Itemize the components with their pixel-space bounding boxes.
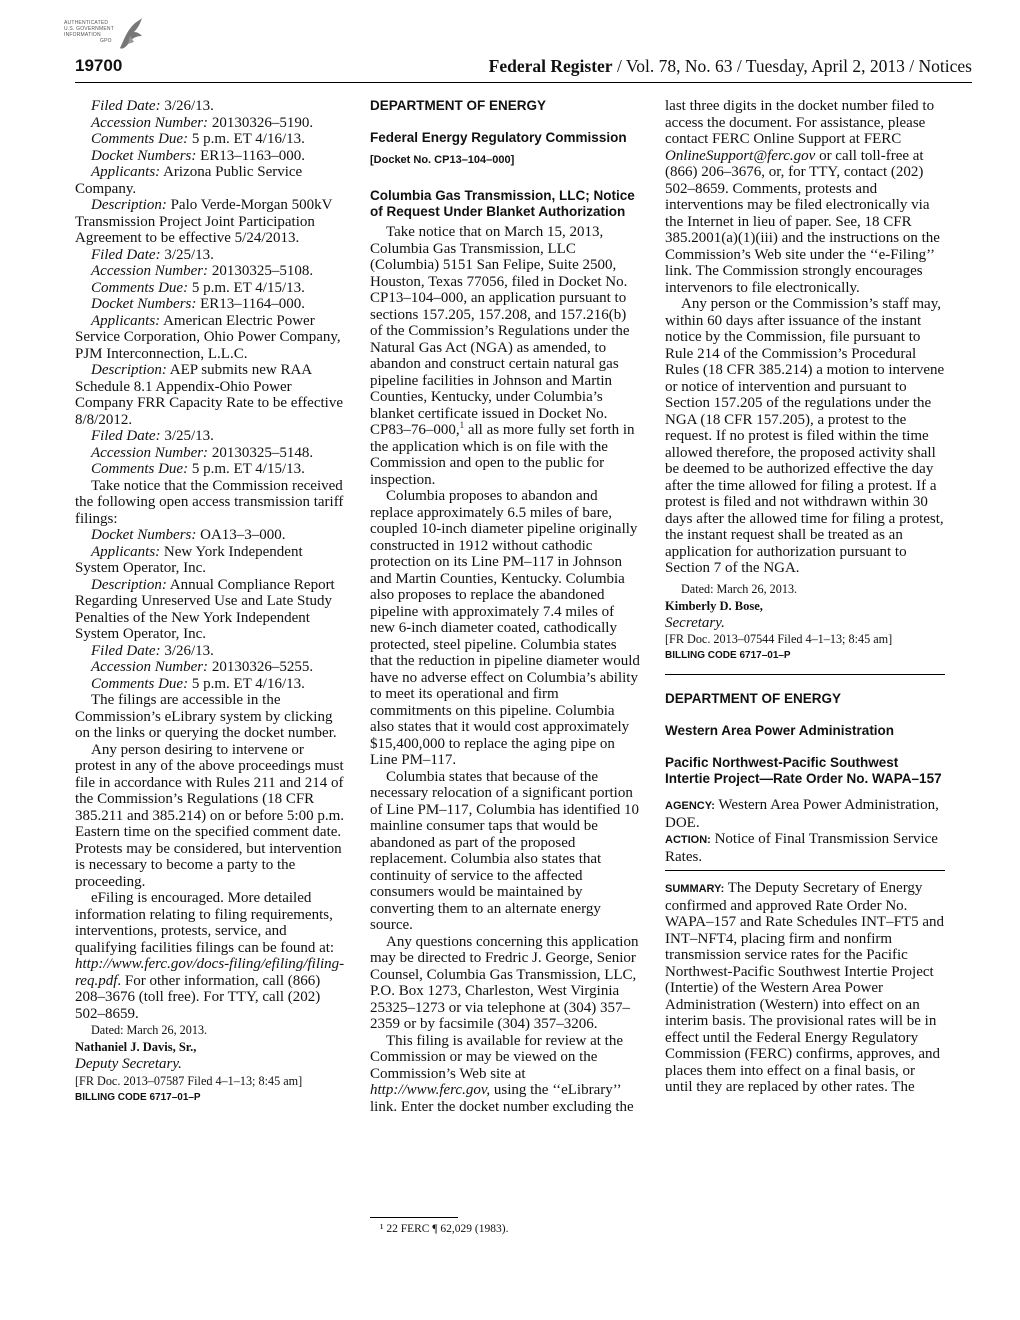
signer-title: Secretary. xyxy=(665,614,725,631)
paragraph: Take notice that on March 15, 2013, Columbia Gas Transmission, LLC (Columbia) 5151 San Felipe, Suite 2500, Houston, Texas 77056, filed in Docket No. CP13–104–000, an application pursuant to sections 157.205, 157.208, and 157.216(b) of the Commission’s Regulations under the Natural Gas Act (NGA) as amended, to abandon and construct certain natural gas pipeline facilities in Johnson and Martin Counties, Kentucky, under Columbia’s blanket certificate issued in Docket No. CP83–76–000,$^1$ all as more fully set forth in the application which is on file with the Commission and open to the public for inspection. xyxy=(370,224,635,488)
entry-line: Description: AEP submits new RAA Schedule 8.1 Appendix-Ohio Power Company FRR Capacity Rate to be effective 8/8/2012. xyxy=(75,362,343,428)
dated-line: Dated: March 26, 2013. xyxy=(681,581,798,596)
billing-code: BILLING CODE 6717–01–P xyxy=(665,650,791,661)
column-1 xyxy=(75,98,347,1106)
header-rule xyxy=(75,82,972,83)
entry-line: Filed Date: 3/25/13. xyxy=(91,428,214,444)
entry-line: Description: Palo Verde-Morgan 500kV Transmission Project Joint Participation Agreement to be effective 5/24/2013. xyxy=(75,197,333,246)
entry-line: Docket Numbers: OA13–3–000. xyxy=(91,527,286,543)
entry-line: Filed Date: 3/26/13. xyxy=(91,98,214,114)
entry-line: Accession Number: 20130326–5255. xyxy=(91,659,314,675)
ferc-link[interactable]: http://www.ferc.gov, xyxy=(370,1082,491,1098)
entry-line: Comments Due: 5 p.m. ET 4/16/13. xyxy=(91,131,305,147)
summary-paragraph: SUMMARY: The Deputy Secretary of Energy confirmed and approved Rate Order No. WAPA–157 and Rate Schedules INT–FT5 and INT–NFT4, placing firm and nonfirm transmission service rates for the Pacific Northwest-Pacific Southwest Intertie Project (Intertie) of the Western Area Power Administration (Western) into effect on an interim basis. The provisional rates will be in effect until the Federal Energy Regulatory Commission (FERC) confirms, approves, and places them into effect on a final basis, or until they are replaced by other rates. The xyxy=(665,880,944,1095)
footnote-ref: 1 xyxy=(459,420,465,430)
agency-heading: Federal Energy Regulatory Commission xyxy=(370,130,627,145)
header-title: Federal Register / Vol. 78, No. 63 / Tuesday, April 2, 2013 / Notices xyxy=(488,56,972,76)
entry-line: Applicants: New York Independent System Operator, Inc. xyxy=(75,543,303,576)
support-email-link[interactable]: OnlineSupport@ferc.gov xyxy=(665,147,816,164)
signer-title: Deputy Secretary. xyxy=(75,1056,182,1072)
journal-name: Federal Register xyxy=(488,56,613,76)
paragraph: Any questions concerning this application may be directed to Fredric J. George, Senior Counsel, Columbia Gas Transmission, LLC, P.O. Box 1273, Charleston, West Virginia 25325–1273 or via telephone at (304) 357–2359 or by facsimile (304) 357–3206. xyxy=(370,933,639,1032)
column-3 xyxy=(665,98,945,1096)
entry-line: Applicants: Arizona Public Service Company. xyxy=(75,164,303,197)
paragraph: This filing is available for review at the Commission or may be viewed on the Commission’s Web site at http://www.ferc.gov, using the ‘‘eLibrary’’ link. Enter the docket number excluding the xyxy=(370,1032,634,1115)
column-2 xyxy=(370,98,642,1115)
entry-line: Accession Number: 20130325–5108. xyxy=(91,263,314,279)
footnote-rule xyxy=(370,1217,458,1218)
paragraph: eFiling is encouraged. More detailed information relating to filing requirements, interventions, protests, service, and qualifying facilities filings can be found at: http://www.ferc.gov/docs-filing/efiling/filing-req.pdf. For other information, call (866) 208–3676 (toll free). For TTY, call (202) 502–8659. xyxy=(75,890,345,1022)
logo-text: AUTHENTICATED U.S. GOVERNMENT INFORMATION GPO xyxy=(64,20,114,44)
entry-line: Applicants: American Electric Power Service Corporation, Ohio Power Company, PJM Interconnection, L.L.C. xyxy=(75,312,341,362)
paragraph: last three digits in the docket number filed to access the document. For assistance, please contact FERC Online Support at FERC OnlineSupport@ferc.gov or call toll-free at (866) 206–3676, or, for TTY, contact (202) 502–8659. Comments, protests and interventions may be filed electronically via the Internet in lieu of paper. See, 18 CFR 385.2001(a)(1)(iii) and the instructions on the Commission’s Web site under the ‘‘e-Filing’’ link. The Commission strongly encourages intervenors to file electronically. xyxy=(665,98,940,296)
entry-line: Filed Date: 3/25/13. xyxy=(91,246,214,263)
department-heading: DEPARTMENT OF ENERGY xyxy=(665,691,842,706)
dated-line: Dated: March 26, 2013. xyxy=(91,1023,208,1037)
billing-code: BILLING CODE 6717–01–P xyxy=(75,1091,201,1103)
action-line: ACTION: Notice of Final Transmission Service Rates. xyxy=(665,831,938,865)
signer-name: Nathaniel J. Davis, Sr., xyxy=(75,1040,197,1054)
paragraph: The filings are accessible in the Commission’s eLibrary system by clicking on the links or querying the docket number. xyxy=(75,692,337,741)
agency-heading: Western Area Power Administration xyxy=(665,723,895,738)
docket-number: [Docket No. CP13–104–000] xyxy=(370,154,515,166)
entry-line: Comments Due: 5 p.m. ET 4/15/13. xyxy=(91,461,305,477)
fr-doc-line: [FR Doc. 2013–07544 Filed 4–1–13; 8:45 am] xyxy=(665,632,893,646)
gpo-authenticated-logo xyxy=(64,14,144,56)
signer-name: Kimberly D. Bose, xyxy=(665,598,763,613)
issue-info: Vol. 78, No. 63 / Tuesday, April 2, 2013 / Notices xyxy=(625,56,972,76)
entry-line: Description: Annual Compliance Report Regarding Unreserved Use and Late Study Penalties of the New York Independent System Operator, Inc. xyxy=(75,576,335,642)
entry-line: Comments Due: 5 p.m. ET 4/16/13. xyxy=(91,675,305,692)
entry-line: Accession Number: 20130326–5190. xyxy=(91,114,314,131)
entry-line: Docket Numbers: ER13–1163–000. xyxy=(91,147,306,164)
summary-rule xyxy=(665,870,945,871)
efiling-link[interactable]: http://www.ferc.gov/docs-filing/efiling/filing-req.pdf xyxy=(75,956,345,989)
entry-line: Accession Number: 20130325–5148. xyxy=(91,444,314,461)
paragraph: Any person desiring to intervene or protest in any of the above proceedings must file in accordance with Rules 211 and 214 of the Commission’s Regulations (18 CFR 385.211 and 385.214) on or before 5:00 p.m. Eastern time on the specified comment date. Protests may be considered, but intervention is necessary to become a party to the proceeding. xyxy=(75,741,344,890)
notice-title: Pacific Northwest-Pacific Southwest Intertie Project—Rate Order No. WAPA–157 xyxy=(665,755,942,786)
notice-title: Columbia Gas Transmission, LLC; Notice of Request Under Blanket Authorization xyxy=(370,188,635,219)
department-heading: DEPARTMENT OF ENERGY xyxy=(370,98,547,113)
agency-line: AGENCY: Western Area Power Administration, DOE. xyxy=(665,797,939,831)
paragraph: Take notice that the Commission received the following open access transmission tariff filings: xyxy=(75,477,344,527)
paragraph: Columbia states that because of the necessary relocation of a significant portion of Line PM–117, Columbia has identified 10 mainline consumer taps that would be abandoned as part of the proposed replacement. Columbia also states that continuity of service to the affected consumers would be maintained by converting them to an alternate energy source. xyxy=(370,768,639,933)
eagle-icon xyxy=(116,14,144,54)
paragraph: Columbia proposes to abandon and replace approximately 6.5 miles of bare, coupled 10-inch diameter pipeline originally constructed in 1912 without cathodic protection on its Line PM–117 in Johnson and Martin Counties, Kentucky. Columbia also proposes to replace the abandoned pipeline with approximately 7.4 miles of new 6-inch diameter coated, cathodically protected, steel pipeline. Columbia states that the reduction in pipeline diameter would have no adverse effect on Columbia’s ability to meet its operational and firm commitments on this pipeline. Columbia also states that it would cost approximately $15,400,000 to replace the aging pipe on Line PM–117. xyxy=(370,488,640,768)
footnote: ¹ 22 FERC ¶ 62,029 (1983). xyxy=(380,1223,509,1235)
paragraph: Any person or the Commission’s staff may, within 60 days after issuance of the instant notice by the Commission, file pursuant to Rule 214 of the Commission’s Procedural Rules (18 CFR 385.214) a motion to intervene or notice of intervention and pursuant to Section 157.205 of the regulations under the NGA (18 CFR 157.205), a protest to the request. If no protest is filed within the time allowed therefore, the proposed activity shall be deemed to be authorized effective the day after the time allowed for filing a protest. If a protest is filed and not withdrawn within 30 days after the allowed time for filing a protest, the instant request shall be treated as an application for authorization pursuant to Section 7 of the NGA. xyxy=(665,296,945,576)
section-rule xyxy=(665,674,945,675)
page-header xyxy=(0,56,1020,82)
fr-doc-line: [FR Doc. 2013–07587 Filed 4–1–13; 8:45 am] xyxy=(75,1073,303,1088)
entry-line: Comments Due: 5 p.m. ET 4/15/13. xyxy=(91,279,305,296)
entry-line: Filed Date: 3/26/13. xyxy=(91,642,214,659)
page-number: 19700 xyxy=(75,56,123,75)
entry-line: Docket Numbers: ER13–1164–000. xyxy=(91,296,306,312)
